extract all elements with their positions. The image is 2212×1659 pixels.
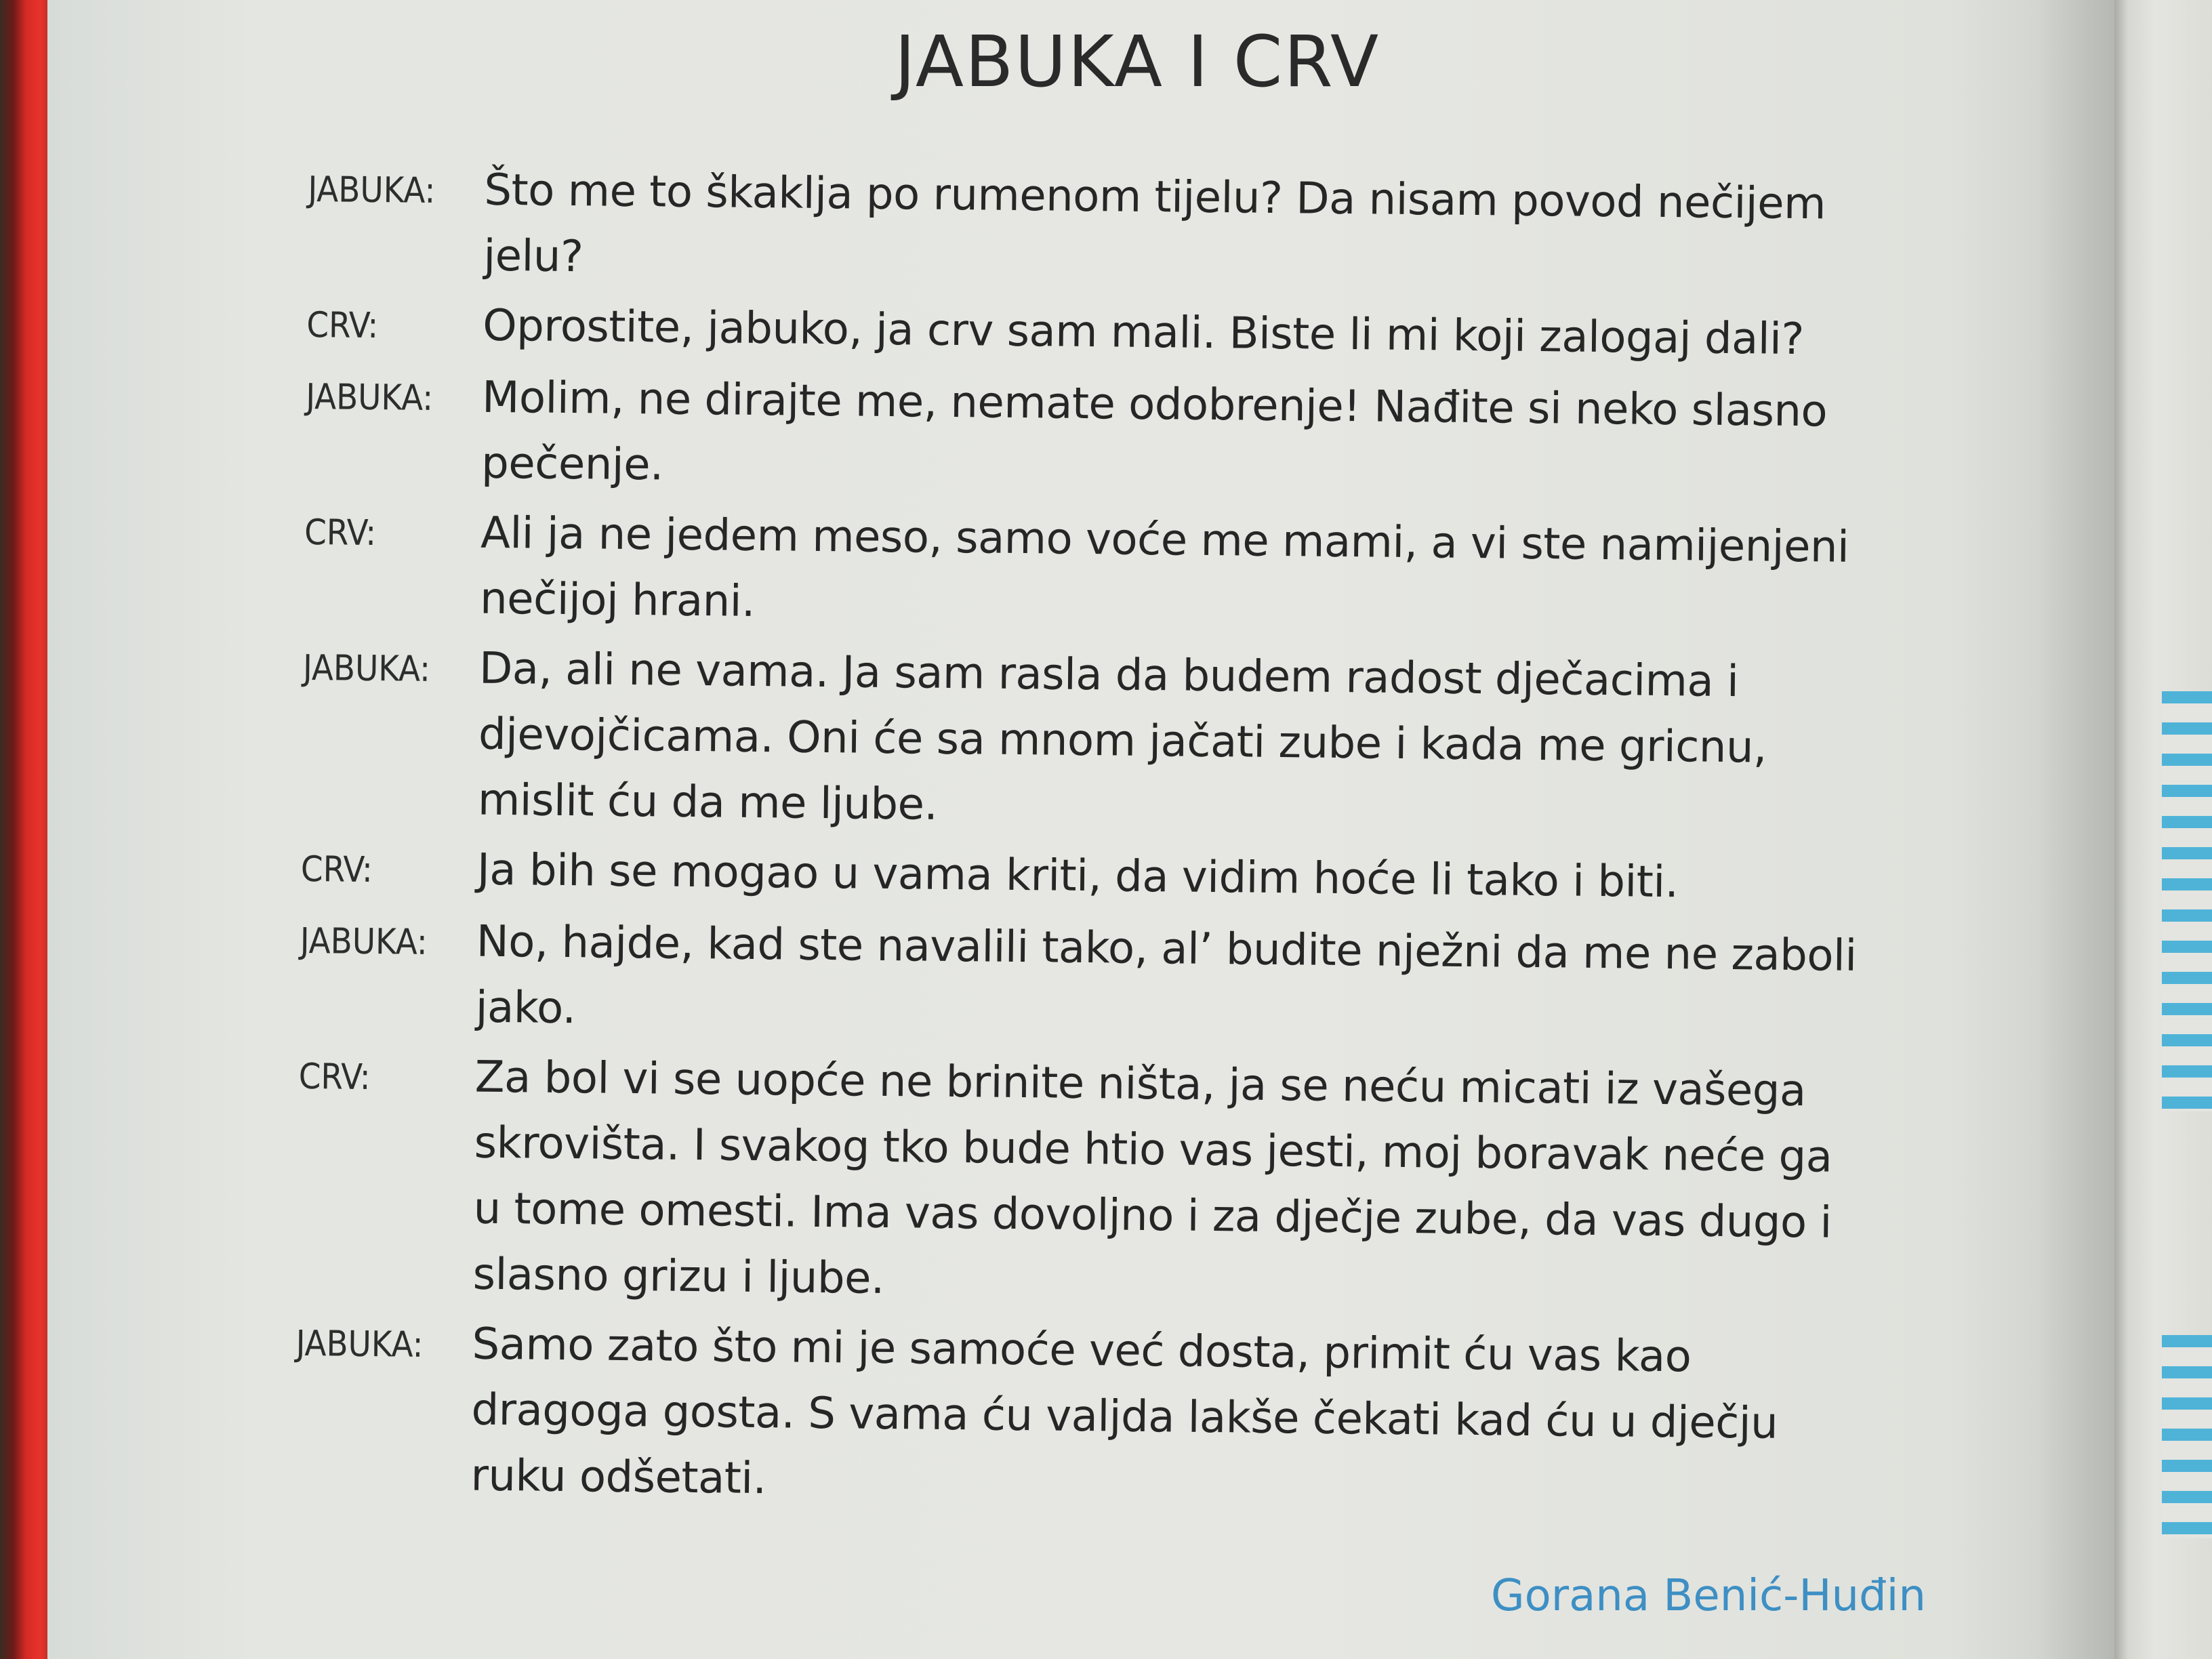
- dialogue-line: [294, 1310, 1868, 1523]
- dialogue-text: Da, ali ne vama. Ja sam rasla da budem radost dječacima i djevojčicama. Oni će sa mnom jačati zube i kada me gricnu, mislit ću da me ljube.: [477, 643, 1767, 830]
- speaker-label: CRV:: [300, 848, 373, 891]
- speaker-label: JABUKA:: [295, 1323, 424, 1366]
- dialogue-line: [300, 836, 1873, 920]
- speaker-label: JABUKA:: [300, 920, 428, 963]
- author-name: Gorana Benić-Huđin: [1491, 1571, 1926, 1621]
- dialogue-text: Ali ja ne jedem meso, samo voće me mami, a vi ste namijenjeni nečijoj hrani.: [479, 508, 1849, 627]
- dialogue-text: Ja bih se mogao u vama kriti, da vidim hoće li tako i biti.: [476, 844, 1679, 908]
- speaker-label: CRV:: [304, 512, 377, 554]
- facing-page-blue-stripes-lower: [2162, 1335, 2212, 1538]
- speaker-label: JABUKA:: [308, 169, 436, 211]
- dialogue-text: Molim, ne dirajte me, nemate odobrenje! Nađite si neko slasno pečenje.: [480, 372, 1828, 491]
- speaker-label: CRV:: [298, 1056, 371, 1099]
- dialogue-line: [302, 634, 1876, 848]
- dialogue-line: [306, 291, 1879, 375]
- speaker-label: JABUKA:: [302, 647, 431, 690]
- dialogue-line: [299, 907, 1872, 1055]
- facing-page-blue-stripes: [2162, 691, 2212, 1111]
- poem-title: JABUKA I CRV: [895, 20, 1380, 103]
- dialogue-line: [305, 363, 1879, 511]
- dialogue-text: No, hajde, kad ste navalili tako, al’ budite nježni da me ne zaboli jako.: [475, 916, 1857, 1034]
- dialogue-text: Samo zato što mi je samoće već dosta, primit ću vas kao dragoga gosta. S vama ću valjda lakše čekati kad ću u dječju ruku odšetati.: [470, 1319, 1778, 1504]
- page-gutter-shadow: [2033, 0, 2114, 1659]
- speaker-label: CRV:: [306, 304, 379, 347]
- book-red-edge: [0, 0, 47, 1659]
- dialogue: [294, 156, 1881, 1528]
- dialogue-text: Oprostite, jabuko, ja crv sam mali. Biste li mi koji zalogaj dali?: [483, 300, 1805, 365]
- dialogue-line: [307, 156, 1881, 304]
- dialogue-line: [296, 1043, 1871, 1322]
- dialogue-text: Za bol vi se uopće ne brinite ništa, ja se neću micati iz vašega skrovišta. I svakog tko bude htio vas jesti, moj boravak neće ga u tome omesti. Ima vas dovoljno i za dječje zube, da vas dugo i slasno grizu i ljube.: [472, 1052, 1832, 1304]
- speaker-label: JABUKA:: [305, 376, 434, 419]
- dialogue-text: Što me to škaklja po rumenom tijelu? Da nisam povod nečijem jelu?: [483, 165, 1826, 283]
- dialogue-line: [304, 499, 1877, 647]
